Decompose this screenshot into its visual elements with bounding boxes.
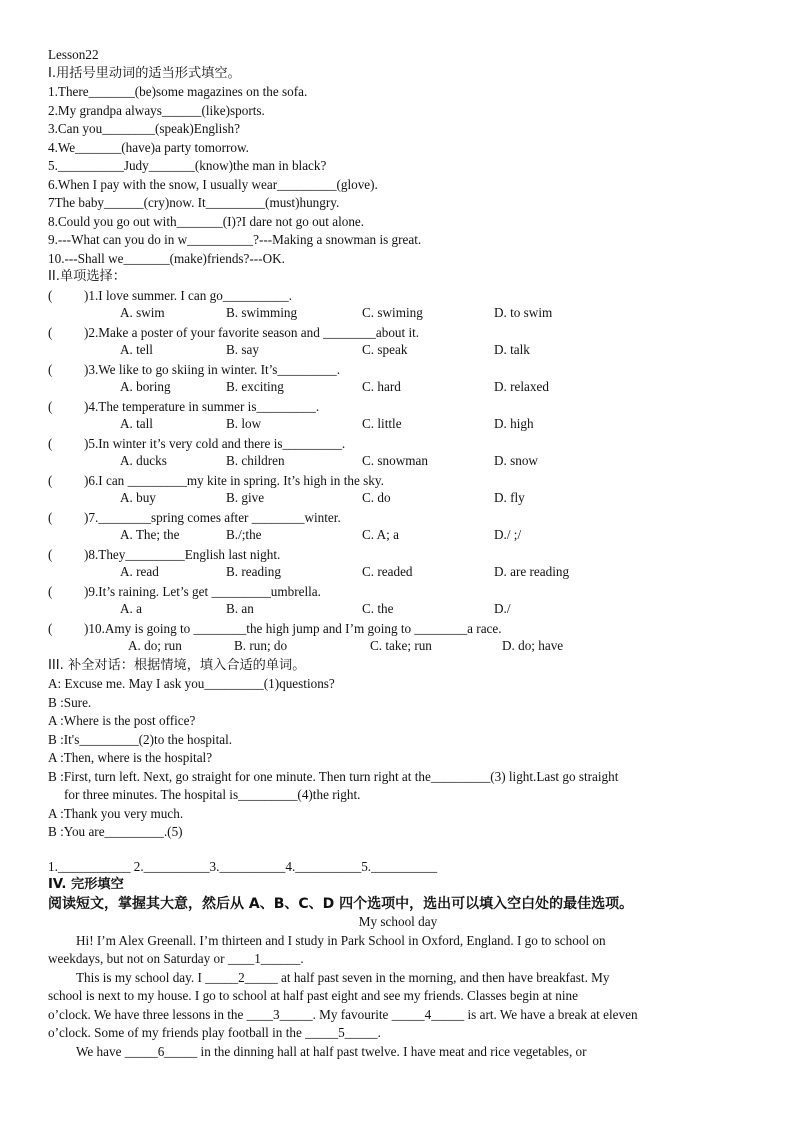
passage-line: This is my school day. I _____2_____ at half past seven in the morning, and then have breakfast. My [76,969,610,985]
option-a: A. tall [120,416,153,431]
mc-question-text: )9.It’s raining. Let’s get _________umbrella. [84,583,321,599]
option-b: B. run; do [234,638,288,653]
mc-options [48,379,748,398]
mc-question [48,509,748,528]
mc-question [48,398,748,417]
section1-items [48,83,748,268]
option-d: D. are reading [494,564,570,579]
mc-options [48,490,748,509]
passage-line: We have _____6_____ in the dinning hall at half past twelve. I have meat and rice vegetables, or [76,1043,587,1059]
mc-question [48,546,748,565]
dialogue-line: A: Excuse me. May I ask you_________(1)questions? [48,676,335,691]
dialogue-line: for three minutes. The hospital is_________(4)the right. [64,787,361,802]
mc-options [48,638,748,657]
mc-question [48,620,748,639]
section2-items [48,287,748,657]
mc-question-text: )10.Amy is going to ________the high jump and I’m going to ________a race. [84,620,502,636]
option-b: B. low [226,416,262,431]
option-a: A. boring [120,379,171,394]
mc-options [48,527,748,546]
mc-options [48,416,748,435]
dialogue-line: A :Where is the post office? [48,713,196,728]
option-b: B. exciting [226,379,284,394]
option-a: A. buy [120,490,156,505]
option-c: C. snowman [362,453,428,468]
mc-question-text: )1.I love summer. I can go__________. [84,287,293,303]
dialogue-line: B :First, turn left. Next, go straight for one minute. Then turn right at the_________(3) light.Last go straight [48,768,619,784]
option-b: B. swimming [226,305,298,320]
fill-item: 3.Can you________(speak)English? [48,121,240,136]
answer-blanks: 1.___________ 2.__________3.__________4.__________5.__________ [48,858,438,874]
mc-options [48,601,748,620]
option-b: B. give [226,490,265,505]
dialogue-line: A :Thank you very much. [48,805,184,821]
fill-item: 2.My grandpa always______(like)sports. [48,102,265,118]
answer-paren: ( [48,620,53,636]
answer-paren: ( [48,546,53,562]
option-a: A. a [120,601,142,616]
mc-question-text: )7.________spring comes after ________winter. [84,509,341,525]
mc-options [48,453,748,472]
answer-paren: ( [48,324,53,340]
option-a: A. tell [120,342,153,357]
option-b: B. children [226,453,285,468]
mc-options [48,342,748,361]
option-a: A. do; run [128,638,182,653]
option-b: B./;the [226,527,262,542]
mc-question [48,324,748,343]
option-a: A. read [120,564,159,579]
mc-question-text: )8.They_________English last night. [84,546,281,562]
option-c: C. do [362,490,391,505]
section4-title: IV. 完形填空 [48,877,124,892]
section1-title: I.用括号里动词的适当形式填空。 [48,65,241,81]
option-c: C. A; a [362,527,399,542]
fill-item: 5.__________Judy_______(know)the man in black? [48,158,327,173]
option-c: C. speak [362,342,408,357]
passage-line: o’clock. We have three lessons in the ____3_____. My favourite _____4_____ is art. We have a break at eleven [48,1006,638,1022]
fill-item: 9.---What can you do in w__________?---Making a snowman is great. [48,232,422,247]
mc-options [48,305,748,324]
dialogue-line: B :Sure. [48,694,92,710]
answer-paren: ( [48,583,53,599]
fill-item: 1.There_______(be)some magazines on the sofa. [48,84,308,99]
mc-question-text: )3.We like to go skiing in winter. It’s_________. [84,361,341,377]
passage-line: weekdays, but not on Saturday or ____1______. [48,951,304,966]
section3-title: III. 补全对话：根据情境，填入合适的单词。 [48,657,306,673]
mc-question-text: )6.I can _________my kite in spring. It’s high in the sky. [84,472,384,488]
option-d: D. fly [494,490,525,505]
fill-item: 6.When I pay with the snow, I usually wear_________(glove). [48,176,378,192]
mc-question-text: )4.The temperature in summer is_________. [84,398,320,414]
cloze-instruction: 阅读短文，掌握其大意，然后从 A、B、C、D 四个选项中，选出可以填入空白处的最佳选项。 [48,895,634,912]
lesson-title: Lesson22 [48,47,99,62]
fill-item: 7The baby______(cry)now. It_________(must)hungry. [48,195,340,210]
answer-paren: ( [48,361,53,377]
option-c: C. swiming [362,305,423,320]
mc-question-text: )2.Make a poster of your favorite season and ________about it. [84,324,420,340]
option-d: D. do; have [502,638,564,653]
section2-title: II.单项选择： [48,269,126,284]
dialogue-line: B :You are_________.(5) [48,824,183,839]
answer-paren: ( [48,472,53,488]
answer-paren: ( [48,398,53,414]
option-d: D. to swim [494,305,553,320]
passage [48,932,748,1062]
option-c: C. hard [362,379,401,394]
fill-item: 10.---Shall we_______(make)friends?---OK. [48,250,285,266]
mc-question [48,472,748,491]
passage-line: o’clock. Some of my friends play football in the _____5_____. [48,1025,381,1040]
mc-question [48,361,748,380]
answer-paren: ( [48,435,53,451]
option-d: D. snow [494,453,538,468]
option-b: B. reading [226,564,281,579]
option-d: D. talk [494,342,530,357]
option-c: C. take; run [370,638,432,653]
option-b: B. say [226,342,259,357]
option-b: B. an [226,601,254,616]
passage-line: Hi! I’m Alex Greenall. I’m thirteen and I study in Park School in Oxford, England. I go to school on [76,932,606,948]
option-d: D. relaxed [494,379,549,394]
option-c: C. readed [362,564,413,579]
option-a: A. ducks [120,453,167,468]
option-d: D./ [494,601,511,616]
fill-item: 8.Could you go out with_______(I)?I dare not go out alone. [48,213,365,229]
mc-question [48,435,748,454]
option-a: A. The; the [120,527,180,542]
option-c: C. the [362,601,394,616]
passage-title: My school day [358,914,438,929]
fill-item: 4.We_______(have)a party tomorrow. [48,139,249,155]
worksheet-page [48,46,748,1061]
dialogue-line: B :It's_________(2)to the hospital. [48,731,233,747]
dialogue-line: A :Then, where is the hospital? [48,750,213,765]
option-a: A. swim [120,305,165,320]
mc-question [48,583,748,602]
passage-line: school is next to my house. I go to school at half past eight and see my friends. Classes begin at nine [48,988,578,1003]
option-d: D. high [494,416,534,431]
answer-paren: ( [48,287,53,303]
mc-options [48,564,748,583]
mc-question [48,287,748,306]
option-d: D./ ;/ [494,527,522,542]
answer-paren: ( [48,509,53,525]
dialogue [48,675,748,842]
option-c: C. little [362,416,402,431]
mc-question-text: )5.In winter it’s very cold and there is_________. [84,435,346,451]
